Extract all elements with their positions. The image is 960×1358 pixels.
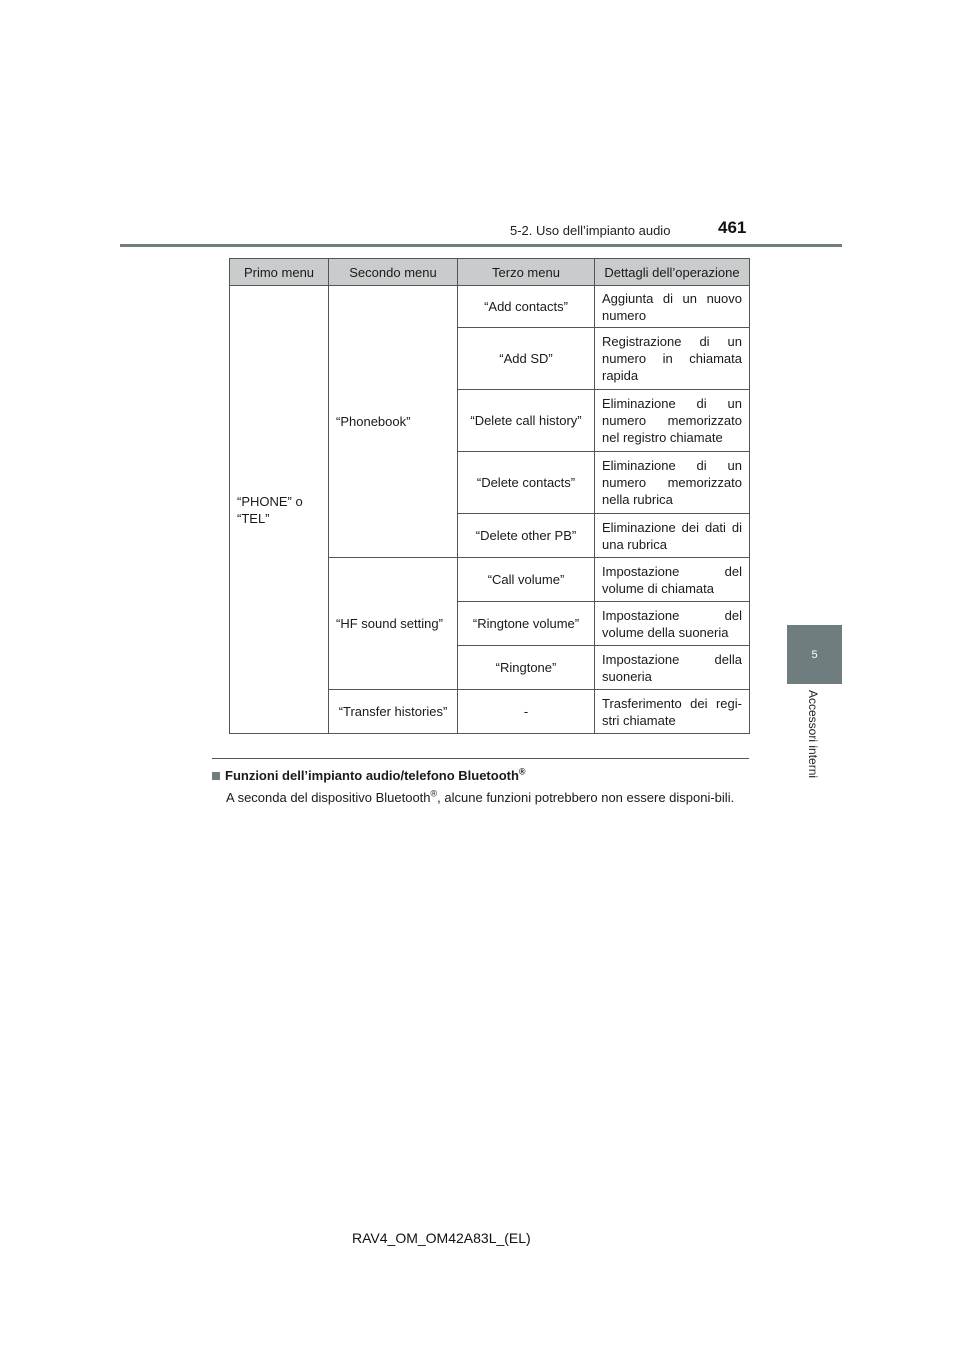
third-menu-cell: “Add SD” xyxy=(458,328,595,390)
note-text: A seconda del dispositivo Bluetooth xyxy=(226,790,431,805)
note-text: , alcune funzioni potrebbero non essere disponi-bili. xyxy=(437,790,735,805)
section-divider xyxy=(212,758,749,759)
document-code: RAV4_OM_OM42A83L_(EL) xyxy=(352,1230,531,1246)
first-menu-cell: “PHONE” o “TEL” xyxy=(230,286,329,734)
operation-detail-cell: Eliminazione di un numero memorizzato nel registro chiamate xyxy=(595,390,750,452)
column-header: Primo menu xyxy=(230,259,329,286)
operation-detail-cell: Impostazione della suoneria xyxy=(595,646,750,690)
operation-detail-cell: Impostazione del volume di chiamata xyxy=(595,558,750,602)
operation-detail-cell: Registrazione di un numero in chiamata rapida xyxy=(595,328,750,390)
third-menu-cell: - xyxy=(458,690,595,734)
third-menu-cell: “Delete call history” xyxy=(458,390,595,452)
third-menu-cell: “Add contacts” xyxy=(458,286,595,328)
third-menu-cell: “Ringtone” xyxy=(458,646,595,690)
operation-detail-cell: Eliminazione di un numero memorizzato nella rubrica xyxy=(595,452,750,514)
second-menu-cell: “Phonebook” xyxy=(329,286,458,558)
column-header: Terzo menu xyxy=(458,259,595,286)
operation-detail-cell: Aggiunta di un nuovo numero xyxy=(595,286,750,328)
column-header: Secondo menu xyxy=(329,259,458,286)
third-menu-cell: “Call volume” xyxy=(458,558,595,602)
note-heading-text: Funzioni dell’impianto audio/telefono Bluetooth xyxy=(225,768,519,783)
registered-mark: ® xyxy=(430,788,438,799)
third-menu-cell: “Delete contacts” xyxy=(458,452,595,514)
square-bullet-icon xyxy=(212,772,220,780)
second-menu-cell: “HF sound setting” xyxy=(329,558,458,690)
phone-menu-table xyxy=(229,258,750,734)
chapter-number: 5 xyxy=(811,648,818,661)
chapter-tab xyxy=(787,625,842,684)
column-header: Dettagli dell’operazione xyxy=(595,259,750,286)
note-heading xyxy=(212,768,526,783)
operation-detail-cell: Eliminazione dei dati di una rubrica xyxy=(595,514,750,558)
third-menu-cell: “Ringtone volume” xyxy=(458,602,595,646)
note-body xyxy=(226,789,748,807)
operation-detail-cell: Impostazione del volume della suoneria xyxy=(595,602,750,646)
third-menu-cell: “Delete other PB” xyxy=(458,514,595,558)
operation-detail-cell: Trasferimento dei regi-stri chiamate xyxy=(595,690,750,734)
registered-mark: ® xyxy=(518,766,526,777)
table-header-row xyxy=(230,259,750,286)
table-row xyxy=(230,286,750,328)
second-menu-cell: “Transfer histories” xyxy=(329,690,458,734)
chapter-label: Accessori interni xyxy=(806,690,820,779)
header-divider xyxy=(120,244,842,247)
section-title: 5-2. Uso dell’impianto audio xyxy=(510,223,671,238)
page-number: 461 xyxy=(718,218,747,237)
